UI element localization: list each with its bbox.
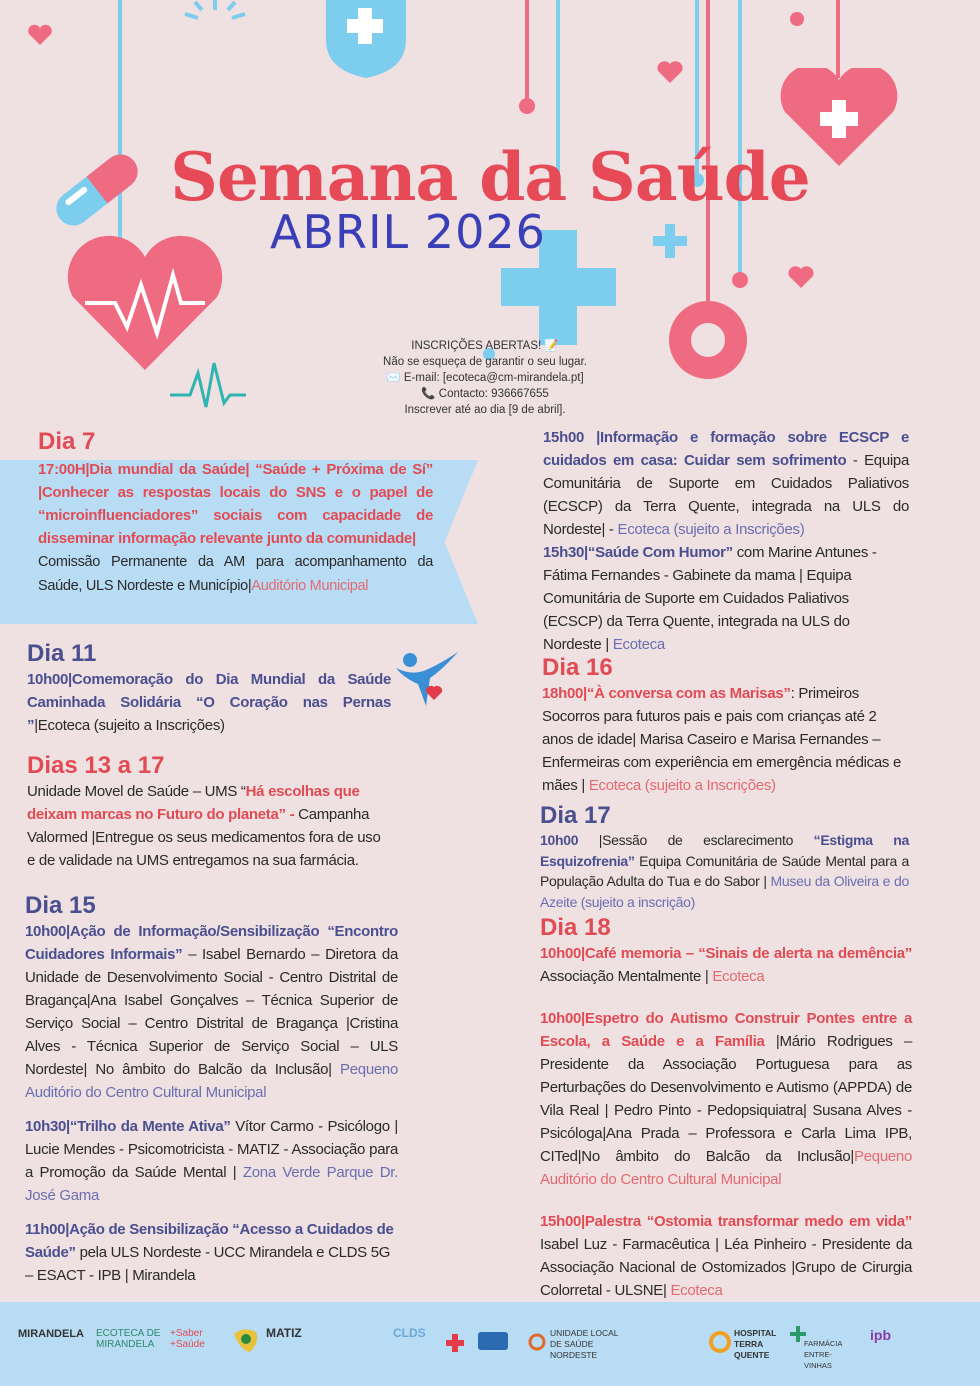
event-place: Auditório Municipal xyxy=(251,578,369,594)
dot-decoration xyxy=(790,12,804,26)
brazil-map-icon xyxy=(230,1326,260,1354)
small-heart-icon xyxy=(787,265,815,289)
sparkle-icon xyxy=(180,0,250,30)
event-highlight: 15h30|“Saúde Com Humor” xyxy=(543,544,733,561)
logo-farmacia: FARMÁCIA ENTRE-VINHAS xyxy=(804,1339,842,1370)
event-body: : Primeiros Socorros para futuros pais e pais com crianças até 2 anos de idade| Marisa Caseiro e Marisa Fernandes – Enfermeiras com experiência em emergência médicas e mães | xyxy=(542,685,902,794)
info-line: Inscrever até ao dia [9 de abril]. xyxy=(404,404,566,416)
event-place: Pequeno Auditório do Centro Cultural Municipal xyxy=(25,1061,398,1101)
event-body: - Equipa Comunitária de Suporte em Cuidados Paliativos (ECSCP) da Terra Quente, integrada na ULS do Nordeste| - xyxy=(543,452,909,538)
event-body: com Marine Antunes - Fátima Fernandes - Gabinete da mama | Equipa Comunitária de Suporte em Cuidados Paliativos (ECSCP) da Terra Quente, integrada na ULS do Nordeste | xyxy=(543,544,877,653)
logo-blue-badge xyxy=(478,1332,508,1350)
small-heart-icon xyxy=(27,24,53,46)
day-heading: Dia 17 xyxy=(540,802,611,829)
page-subtitle: ABRIL 2026 xyxy=(270,205,546,259)
runner-heart-icon xyxy=(392,648,462,713)
event-body: Unidade Movel de Saúde – UMS “ xyxy=(27,783,246,800)
day17-section xyxy=(540,802,909,912)
event-highlight: 10h00|Ação de Informação/Sensibilização “Encontro Cuidadores Informais” xyxy=(25,923,398,963)
hospital-logo-icon xyxy=(708,1330,732,1354)
event-highlight: 10h00|Espetro do Autismo Construir Pontes entre a Escola, a Saúde e a Família xyxy=(540,1010,912,1050)
event-body: Isabel Luz - Farmacêutica | Léa Pinheiro - Presidente da Associação Nacional de Ostomizados |Grupo de Cirurgia Colorretal - ULSNE| xyxy=(540,1236,912,1299)
day-heading: Dia 7 xyxy=(38,428,96,455)
heart-pulse-icon xyxy=(65,235,225,375)
event-highlight: 15h00 |Informação e formação sobre ECSCP e cuidados em casa: Cuidar sem sofrimento xyxy=(543,429,909,469)
event-body: Equipa Comunitária de Saúde Mental para a População Adulta do Tua e do Sabor | xyxy=(540,852,909,889)
shield-cross-icon xyxy=(322,0,412,80)
event-body: |Ecoteca (sujeito a Inscrições) xyxy=(34,717,225,734)
plus-icon xyxy=(653,224,687,258)
event-place: Ecoteca (sujeito a Inscrições) xyxy=(617,521,805,538)
event-highlight: 17:00H|Dia mundial da Saúde| “Saúde + Próxima de Sí” |Conhecer as respostas locais do SNS e o papel de “microinfluenciadores” sociais com capacidade de disseminar informação relevante junto da comunidade| xyxy=(38,461,433,547)
logo-hospital: HOSPITAL TERRA QUENTE xyxy=(734,1328,777,1360)
page-title: Semana da Saúde xyxy=(170,138,810,216)
event-place: Pequeno Auditório do Centro Cultural Municipal xyxy=(540,1148,912,1188)
info-line: Não se esqueça de garantir o seu lugar. xyxy=(383,356,587,368)
event-highlight: 15h00|Palestra “Ostomia transformar medo em vida” xyxy=(540,1213,912,1230)
event-body: Comissão Permanente da AM para acompanhamento da Saúde, ULS Nordeste e Município| xyxy=(38,554,433,594)
event-body: Associação Mentalmente | xyxy=(540,968,713,985)
day-heading: Dias 13 a 17 xyxy=(27,752,165,779)
logo-uls-nordeste: UNIDADE LOCAL DE SAÚDE NORDESTE xyxy=(550,1328,619,1360)
event-body: |Mário Rodrigues – Presidente da Associação Portuguesa para as Perturbações do Desenvolvimento e Autismo (APPDA) de Vila Real | Pedro Pinto - Pedopsiquiatra| Susana Alves - Psicóloga|Ana Prada – Professora e Carla Lima IPB, CITed|No âmbito do Balcão da Inclusão| xyxy=(540,1033,912,1165)
logo-saber-saude: +Saber +Saúde xyxy=(170,1328,205,1350)
day18-section xyxy=(540,914,912,1302)
logo-matiz: MATIZ xyxy=(266,1326,302,1340)
info-line: INSCRIÇÕES ABERTAS! 📝 xyxy=(411,340,559,352)
event-body: Campanha Valormed |Entregue os seus medicamentos fora de uso e de validade na UMS entregamos na sua farmácia. xyxy=(27,806,381,869)
event-body: Vítor Carmo - Psicólogo | Lucie Mendes - Psicomotricista - MATIZ - Associação para a Promoção da Saúde Mental | xyxy=(25,1118,398,1181)
event-place: Ecoteca (sujeito a Inscrições) xyxy=(588,777,776,794)
logo-ipb: ipb xyxy=(870,1327,891,1343)
day-heading: Dia 18 xyxy=(540,914,611,941)
day13-section xyxy=(27,752,391,872)
day7-section xyxy=(38,428,433,598)
event-highlight: 18h00|“À conversa com as Marisas” xyxy=(542,685,791,702)
day15-section xyxy=(25,892,398,1287)
event-body: – Isabel Bernardo – Diretora da Unidade de Desenvolvimento Social - Centro Distrital de Bragança|Ana Isabel Gonçalves – Técnica Superior de Serviço Social – Centro Distrital de Bragança |Cristina Alves - Técnica Superior de Serviço Social – ULS Nordeste| No âmbito do Balcão da Inclusão| xyxy=(25,946,398,1078)
event-highlight: Há escolhas que deixam marcas no Futuro do planeta” - xyxy=(27,783,360,823)
day-heading: Dia 15 xyxy=(25,892,96,919)
event-place: Ecoteca xyxy=(612,636,665,653)
dot-decoration xyxy=(732,272,748,288)
logo-clds: CLDS xyxy=(393,1326,426,1340)
day11-section xyxy=(27,640,391,737)
red-cross-icon xyxy=(444,1332,466,1354)
info-line: 📞 Contacto: 936667655 xyxy=(421,388,549,400)
event-time: 10h00 xyxy=(540,832,579,848)
event-highlight: 10h00|Comemoração do Dia Mundial da Saúde Caminhada Solidária “O Coração nas Pernas ” xyxy=(27,671,391,734)
logo-ecoteca: ECOTECA DE MIRANDELA xyxy=(96,1328,161,1350)
day-heading: Dia 11 xyxy=(27,640,97,667)
logo-mirandela: MIRANDELA xyxy=(18,1328,84,1340)
event-body: |Sessão de esclarecimento xyxy=(578,832,814,848)
day15-continued xyxy=(543,426,909,656)
small-heart-icon xyxy=(656,60,684,84)
event-highlight: 11h00|Ação de Sensibilização “Acesso a Cuidados de Saúde” xyxy=(25,1221,394,1261)
registration-info xyxy=(230,338,740,418)
event-highlight: 10h00|Café memoria – “Sinais de alerta na demência” xyxy=(540,945,912,962)
event-place: Zona Verde Parque Dr. José Gama xyxy=(25,1164,398,1204)
event-place: Museu da Oliveira e do Azeite (sujeito a inscrição) xyxy=(540,873,909,910)
dot-decoration xyxy=(519,98,535,114)
event-highlight: 10h30|“Trilho da Mente Ativa” xyxy=(25,1118,231,1135)
event-place: Ecoteca xyxy=(712,968,765,985)
event-highlight: “Estigma na Esquizofrenia” xyxy=(540,832,910,869)
event-body: pela ULS Nordeste - UCC Mirandela e CLDS 5G – ESACT - IPB | Mirandela xyxy=(25,1244,391,1284)
uls-logo-icon xyxy=(528,1333,546,1351)
event-place: Ecoteca xyxy=(670,1282,723,1299)
day16-section xyxy=(542,654,910,797)
day-heading: Dia 16 xyxy=(542,654,613,681)
info-line: ✉️ E-mail: [ecoteca@cm-mirandela.pt] xyxy=(386,372,584,384)
